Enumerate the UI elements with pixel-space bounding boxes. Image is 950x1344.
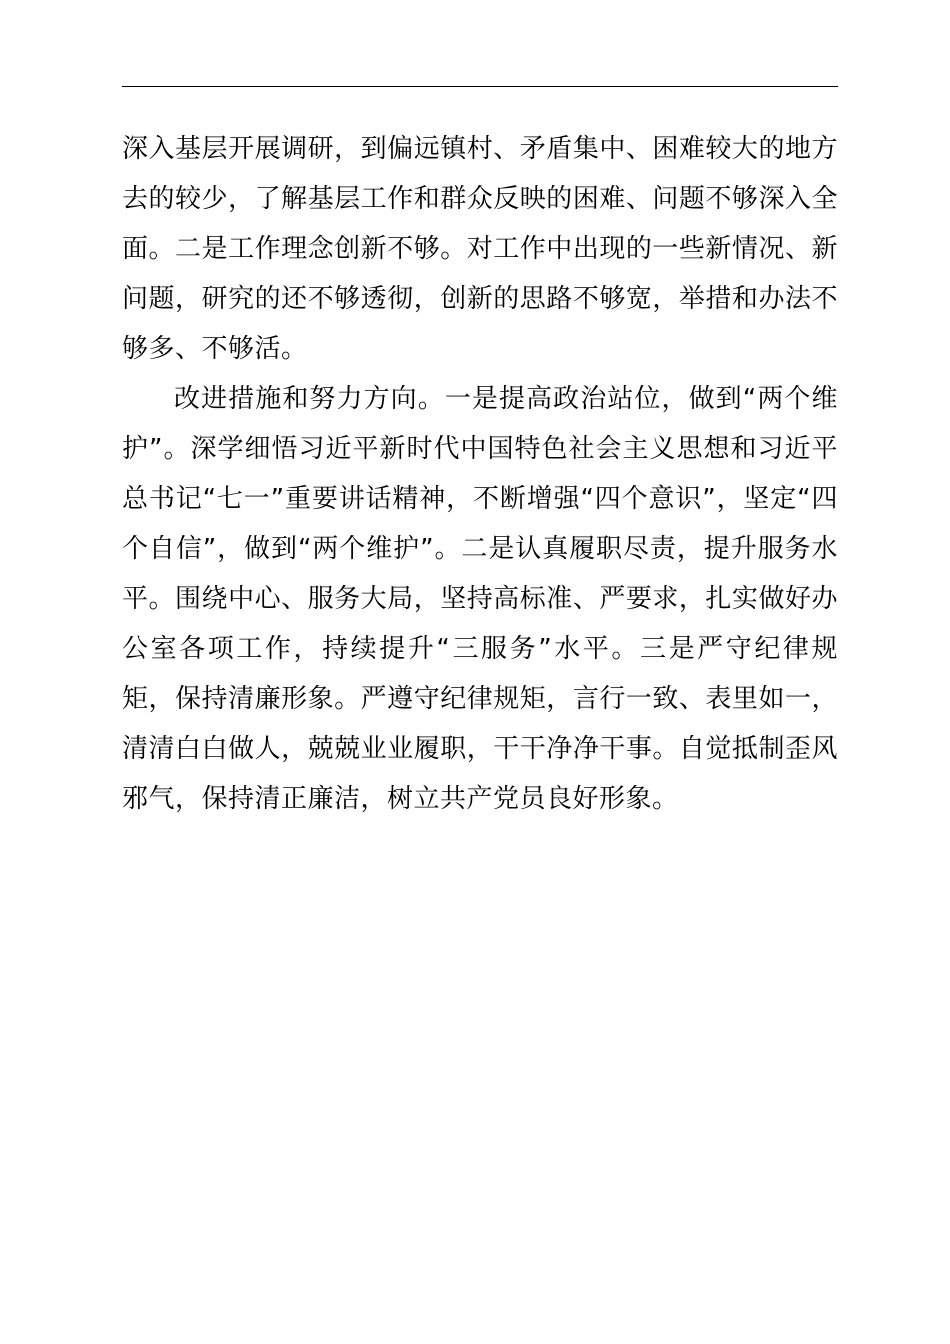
document-body xyxy=(122,124,838,824)
header-rule xyxy=(122,86,838,87)
paragraph-improvement-measures: 改进措施和努力方向。一是提高政治站位，做到“两个维护”。深学细悟习近平新时代中国特色社会主义思想和习近平总书记“七一”重要讲话精神，不断增强“四个意识”，坚定“四个自信”，做到“两个维护”。二是认真履职尽责，提升服务水平。围绕中心、服务大局，坚持高标准、严要求，扎实做好办公室各项工作，持续提升“三服务”水平。三是严守纪律规矩，保持清廉形象。严遵守纪律规矩，言行一致、表里如一，清清白白做人，兢兢业业履职，干干净净干事。自觉抵制歪风邪气，保持清正廉洁，树立共产党员良好形象。 xyxy=(122,384,838,814)
paragraph-continuation: 深入基层开展调研，到偏远镇村、矛盾集中、困难较大的地方去的较少，了解基层工作和群众反映的困难、问题不够深入全面。二是工作理念创新不够。对工作中出现的一些新情况、新问题，研究的还不够透彻，创新的思路不够宽，举措和办法不够多、不够活。 xyxy=(122,134,838,364)
